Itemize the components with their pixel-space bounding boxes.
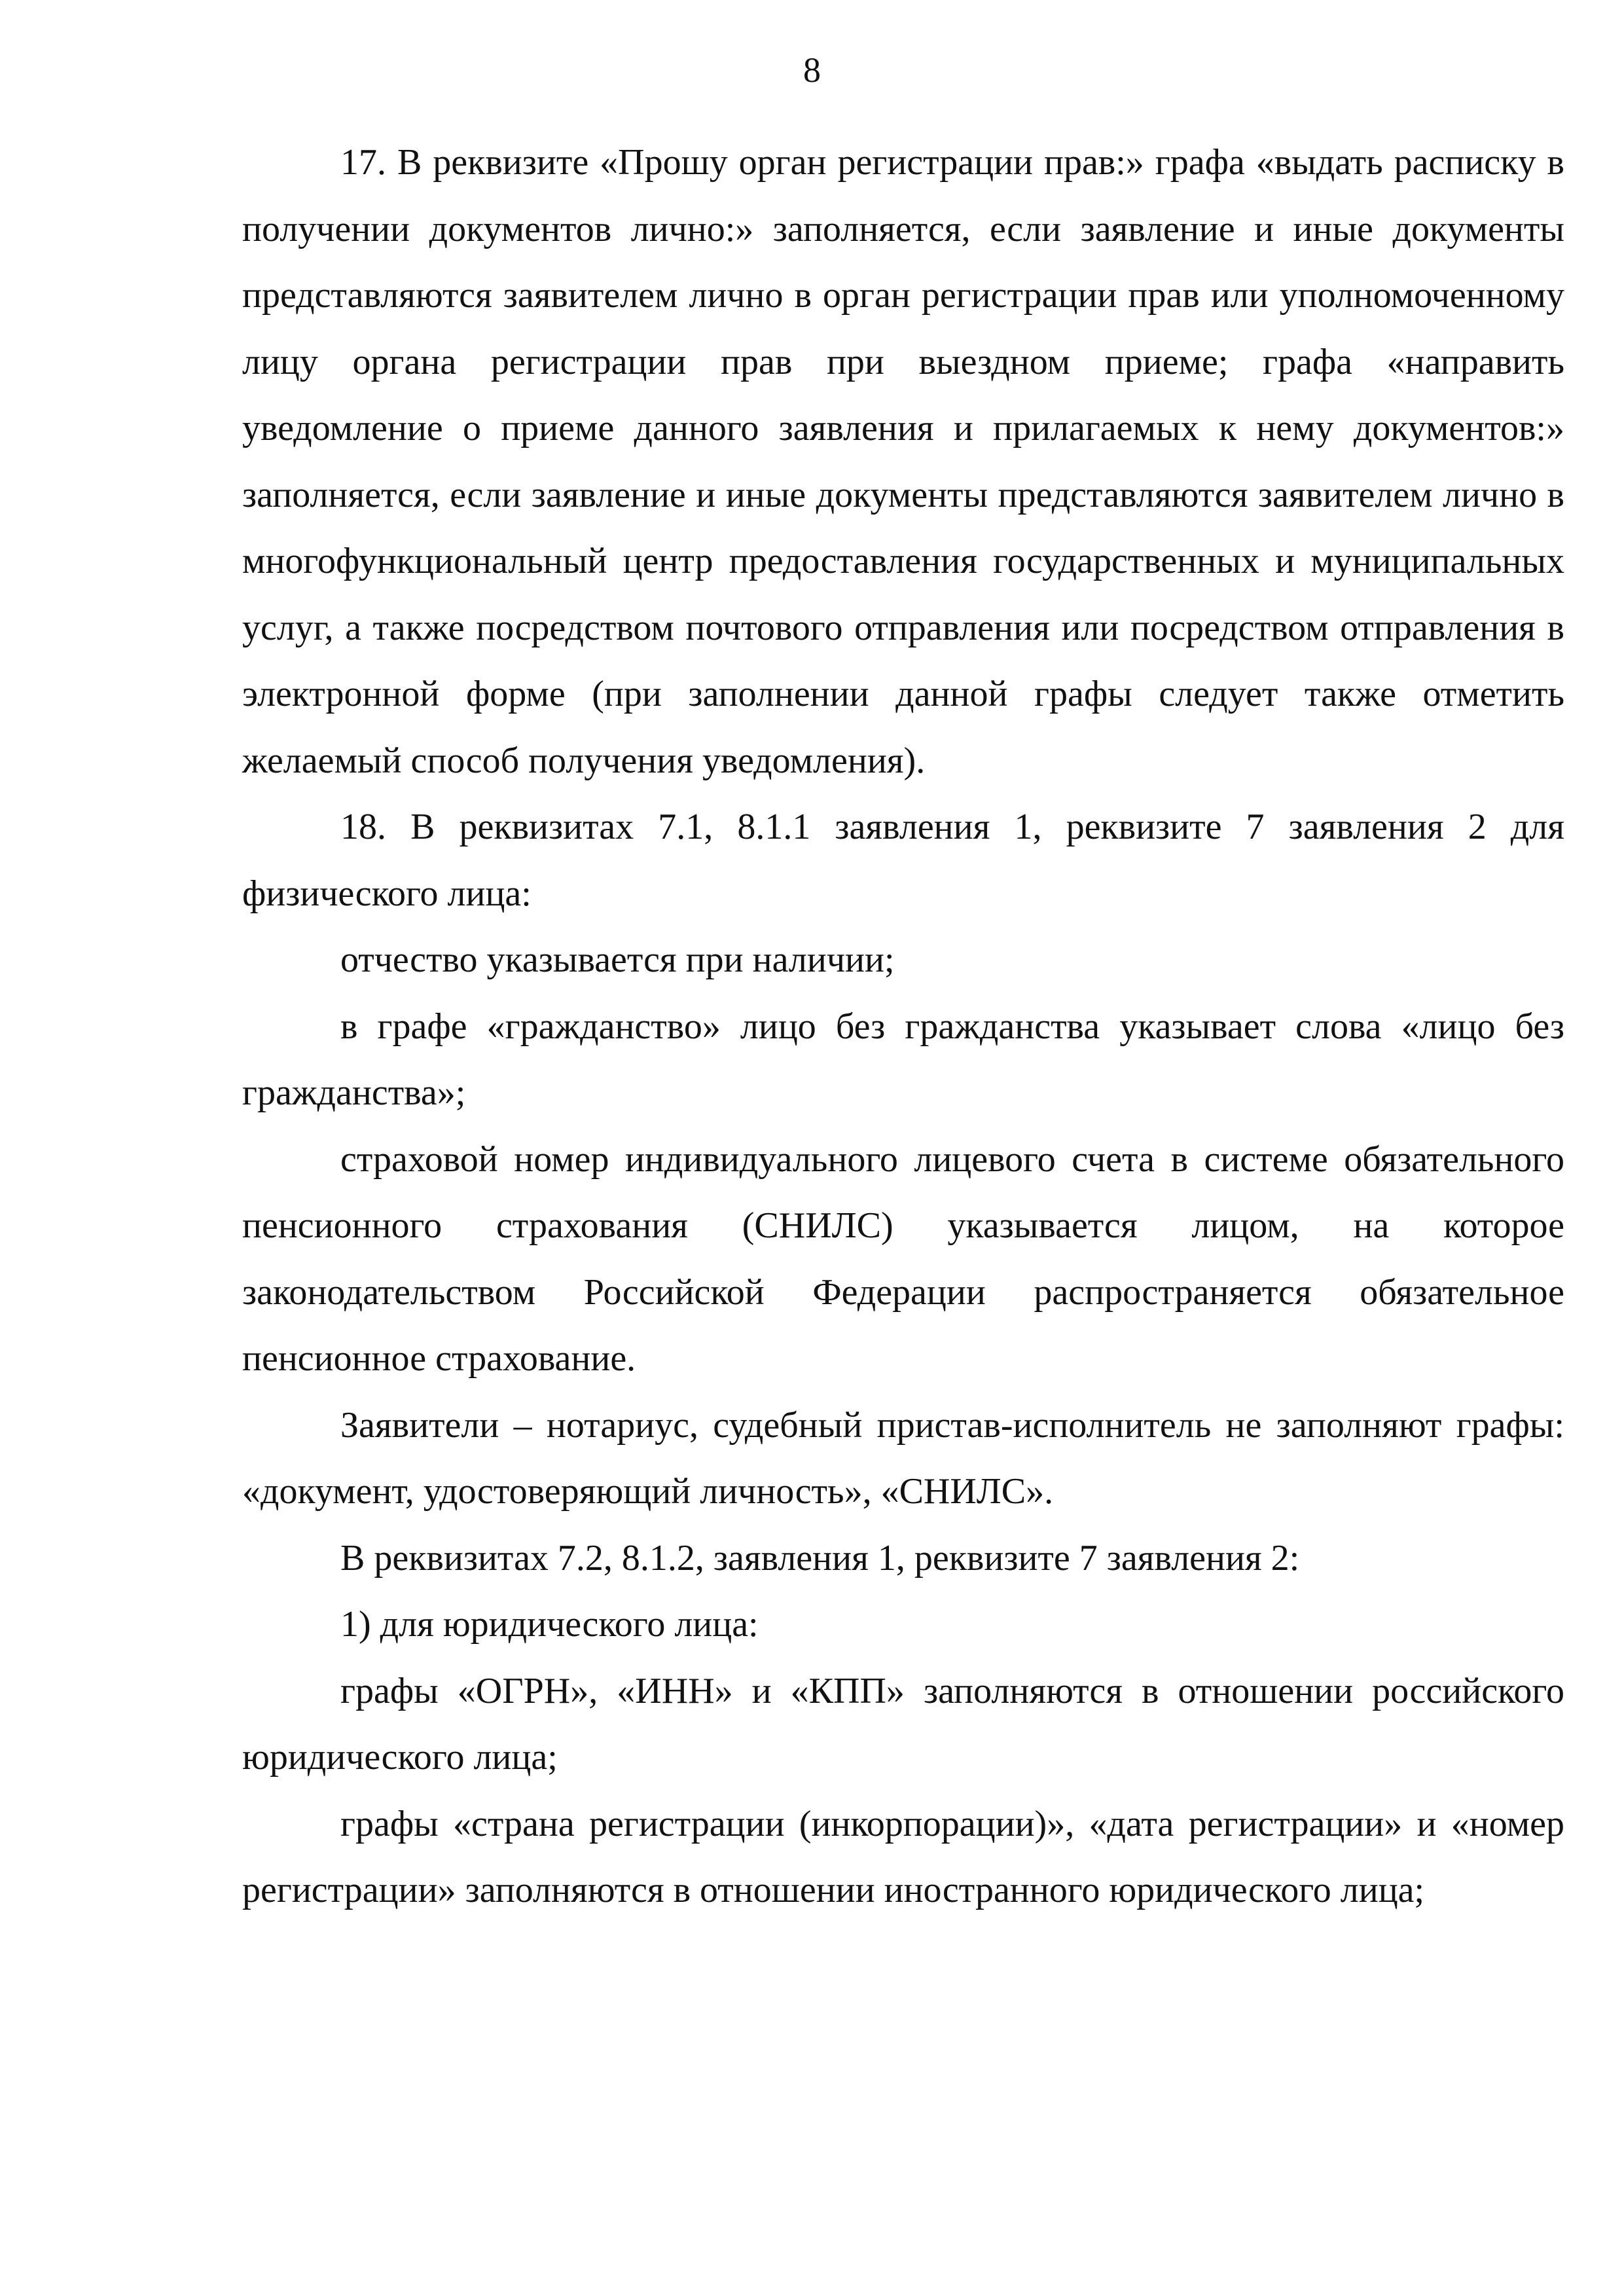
paragraph-ogrn-inn-kpp: графы «ОГРН», «ИНН» и «КПП» заполняются в отношении российского юридического лица; [242, 1670, 1564, 1777]
paragraph-requisites-7-2: В реквизитах 7.2, 8.1.2, заявления 1, реквизите 7 заявления 2: [340, 1537, 1300, 1578]
paragraph-foreign-registration: графы «страна регистрации (инкорпорации)», «дата регистрации» и «номер регистрации» заполняются в отношении иностранного юридического лица; [242, 1803, 1564, 1910]
paragraph-snils: страховой номер индивидуального лицевого счета в системе обязательного пенсионного страхования (СНИЛС) указывается лицом, на которое законодательством Российской Федерации распространяется обязательное пенсионное страхование. [242, 1139, 1564, 1379]
paragraph-18: 18. В реквизитах 7.1, 8.1.1 заявления 1, реквизите 7 заявления 2 для физического лица: [242, 807, 1564, 914]
document-body [242, 130, 1564, 1924]
page-number: 8 [803, 50, 821, 90]
paragraph-citizenship: в графе «гражданство» лицо без гражданства указывает слова «лицо без гражданства»; [242, 1006, 1564, 1113]
paragraph-17: 17. В реквизите «Прошу орган регистрации прав:» графа «выдать расписку в получении документов лично:» заполняется, если заявление и иные документы представляются заявителем лично в орган регистрации прав или уполномоченному лицу органа регистрации прав при выездном приеме; графа «направить уведомление о приеме данного заявления и прилагаемых к нему документов:» заполняется, если заявление и иные документы представляются заявителем лично в многофункциональный центр предоставления государственных и муниципальных услуг, а также посредством почтового отправления или посредством отправления в электронной форме (при заполнении данной графы следует также отметить желаемый способ получения уведомления). [242, 142, 1564, 781]
paragraph-patronymic: отчество указывается при наличии; [340, 939, 895, 980]
paragraph-applicants: Заявители – нотариус, судебный пристав-исполнитель не заполняют графы: «документ, удостоверяющий личность», «СНИЛС». [242, 1404, 1564, 1512]
paragraph-legal-entity: 1) для юридического лица: [340, 1604, 759, 1645]
